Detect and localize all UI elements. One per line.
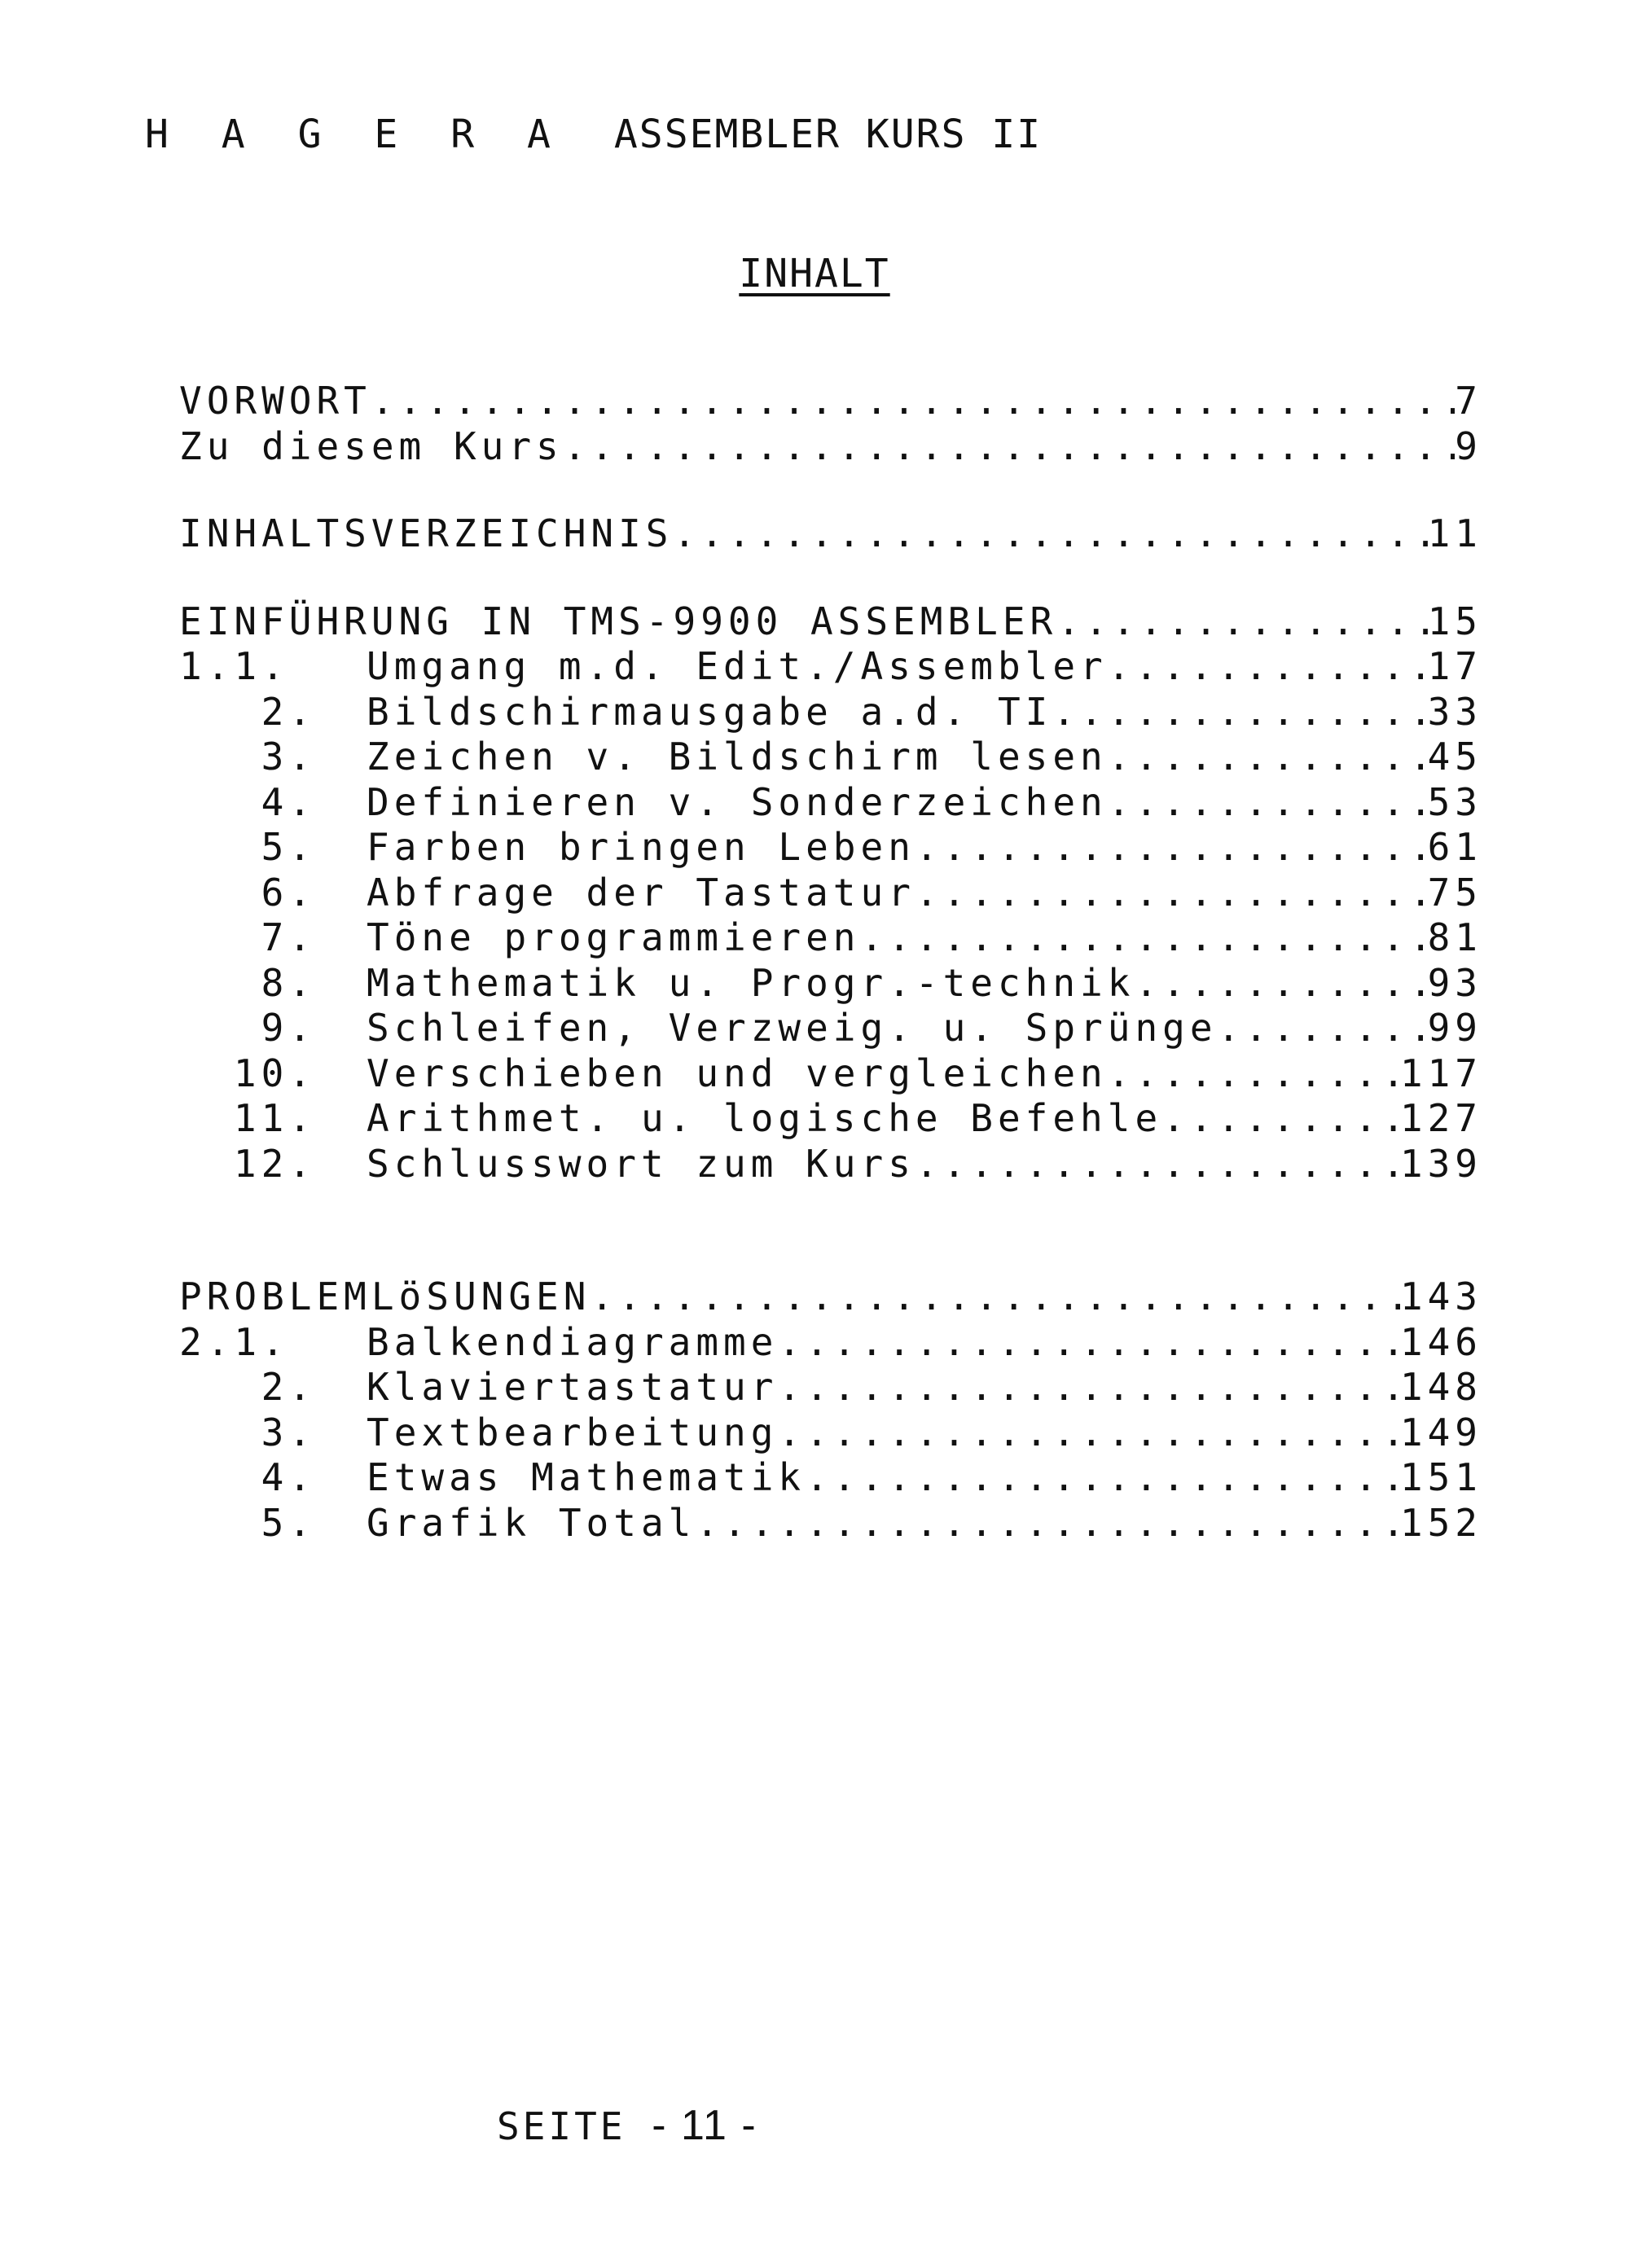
toc-entry-label: Balkendiagramme [367,1319,779,1364]
dot-leader [778,1320,1399,1366]
dot-leader [1162,1096,1400,1142]
toc-entry-number: 3. [261,735,316,779]
toc-entry-page: 9 [1455,423,1482,468]
course-title: ASSEMBLER KURS II [613,112,1043,157]
toc-entry-about-course [179,424,1482,470]
toc-entry-label: Arithmet. u. logische Befehle [367,1096,1163,1140]
toc-entry-label: Umgang m.d. Edit./Assembler [367,644,1108,688]
toc-entry-page: 11 [1427,511,1482,555]
dot-leader [915,871,1428,916]
toc-entry-label: Schleifen, Verzweig. u. Sprünge [367,1006,1218,1050]
publisher-name: H A G E R A [145,112,565,157]
toc-entry-page: 151 [1399,1455,1482,1499]
toc-entry-number: 11. [233,1096,316,1140]
toc-entry [179,915,1482,961]
page-header [145,110,1042,159]
toc-entry-number: 4. [261,779,316,824]
toc-entry-page: 75 [1427,870,1482,915]
toc-entry-label: Abfrage der Tastatur [367,870,915,915]
dot-leader [861,915,1428,961]
page-title: INHALT [739,251,890,296]
toc-entry-page: 99 [1427,1006,1482,1050]
dot-leader [1052,690,1427,735]
toc-entry-page: 139 [1399,1141,1482,1186]
toc-entry [179,1096,1482,1142]
toc-entry-page: 53 [1427,779,1482,824]
toc-entry-label: Mathematik u. Progr.-technik [367,960,1135,1005]
toc-entry-index [179,511,1482,557]
toc-entry-number: 2. [261,689,316,734]
toc-entry-page: 33 [1427,689,1482,734]
toc-entry-page: 45 [1427,735,1482,779]
toc-entry-page: 143 [1399,1274,1482,1318]
toc-entry [179,1051,1482,1097]
toc-entry [179,735,1482,780]
toc-entry-number: 1.1. [179,644,289,688]
dot-leader [1135,961,1427,1007]
toc-entry [179,1410,1482,1456]
toc-entry-label: Verschieben und vergleichen [367,1051,1108,1095]
toc-section-label: PROBLEMLöSUNGEN [179,1274,591,1318]
toc-entry-number: 10. [233,1051,316,1095]
toc-section-heading [179,599,1482,645]
toc-entry-label: Farben bringen Leben [367,825,915,869]
dot-leader [696,1501,1400,1546]
toc-entry-page: 15 [1427,599,1482,643]
toc-entry-number: 2. [261,1365,316,1409]
toc-section-label: EINFÜHRUNG IN TMS-9900 ASSEMBLER [179,599,1058,643]
toc-entry-label: Schlusswort zum Kurs [367,1141,915,1186]
dot-leader [1108,735,1428,780]
page-footer [497,2101,757,2151]
toc-entry-label: INHALTSVERZEICHNIS [179,511,674,555]
toc-entry-number: 7. [261,915,316,959]
toc-entry [179,690,1482,735]
toc-entry-page: 7 [1455,379,1482,423]
dot-leader [1108,1051,1400,1097]
toc-entry-number: 6. [261,870,316,915]
dot-leader [564,424,1456,470]
dot-leader [778,1365,1399,1410]
toc-entry [179,644,1482,690]
table-of-contents [179,379,1482,1546]
dot-leader [1057,599,1427,645]
toc-entry-label: Klaviertastatur [367,1365,779,1409]
toc-entry [179,1006,1482,1051]
toc-section-heading [179,1274,1482,1320]
toc-entry-page: 61 [1427,825,1482,869]
dot-leader [371,379,1455,424]
toc-entry-number: 8. [261,960,316,1005]
dot-leader [1218,1006,1428,1051]
toc-entry-page: 93 [1427,960,1482,1005]
toc-entry [179,1455,1482,1501]
toc-entry [179,780,1482,826]
toc-entry-number: 12. [233,1141,316,1186]
dot-leader [674,511,1428,557]
toc-entry [179,1142,1482,1187]
toc-entry-number: 5. [261,825,316,869]
dot-leader [778,1410,1399,1456]
dot-leader [915,1142,1400,1187]
toc-entry-label: Töne programmieren [367,915,861,959]
toc-entry-page: 152 [1399,1500,1482,1545]
toc-entry-page: 127 [1399,1096,1482,1140]
toc-entry-page: 146 [1399,1319,1482,1364]
toc-entry [179,1365,1482,1410]
toc-entry-number: 9. [261,1006,316,1050]
toc-entry-page: 149 [1399,1410,1482,1454]
toc-entry-page: 17 [1427,644,1482,688]
toc-entry-label: Definieren v. Sonderzeichen [367,779,1108,824]
toc-entry [179,1501,1482,1546]
toc-entry-label: Grafik Total [367,1500,696,1545]
toc-entry-number: 4. [261,1455,316,1499]
dot-leader [915,825,1428,871]
toc-entry-label: Textbearbeitung [367,1410,779,1454]
toc-entry-page: 148 [1399,1365,1482,1409]
dot-leader [1108,780,1428,826]
toc-entry-label: Zeichen v. Bildschirm lesen [367,735,1108,779]
toc-entry-label: Bildschirmausgabe a.d. TI [367,689,1053,734]
page-number: - 11 - [652,2102,757,2149]
footer-prefix: SEITE [497,2104,626,2148]
toc-entry-page: 81 [1427,915,1482,959]
toc-entry-label: Zu diesem Kurs [179,423,564,468]
toc-entry [179,961,1482,1007]
toc-entry-label: Etwas Mathematik [367,1455,806,1499]
toc-entry [179,1320,1482,1366]
toc-entry [179,871,1482,916]
toc-entry-page: 117 [1399,1051,1482,1095]
toc-entry-foreword [179,379,1482,424]
toc-entry-number: 2.1. [179,1319,289,1364]
toc-entry [179,825,1482,871]
toc-entry-number: 5. [261,1500,316,1545]
toc-entry-number: 3. [261,1410,316,1454]
toc-entry-label: VORWORT [179,379,371,423]
dot-leader [1108,644,1428,690]
dot-leader [591,1274,1399,1320]
dot-leader [806,1455,1400,1501]
